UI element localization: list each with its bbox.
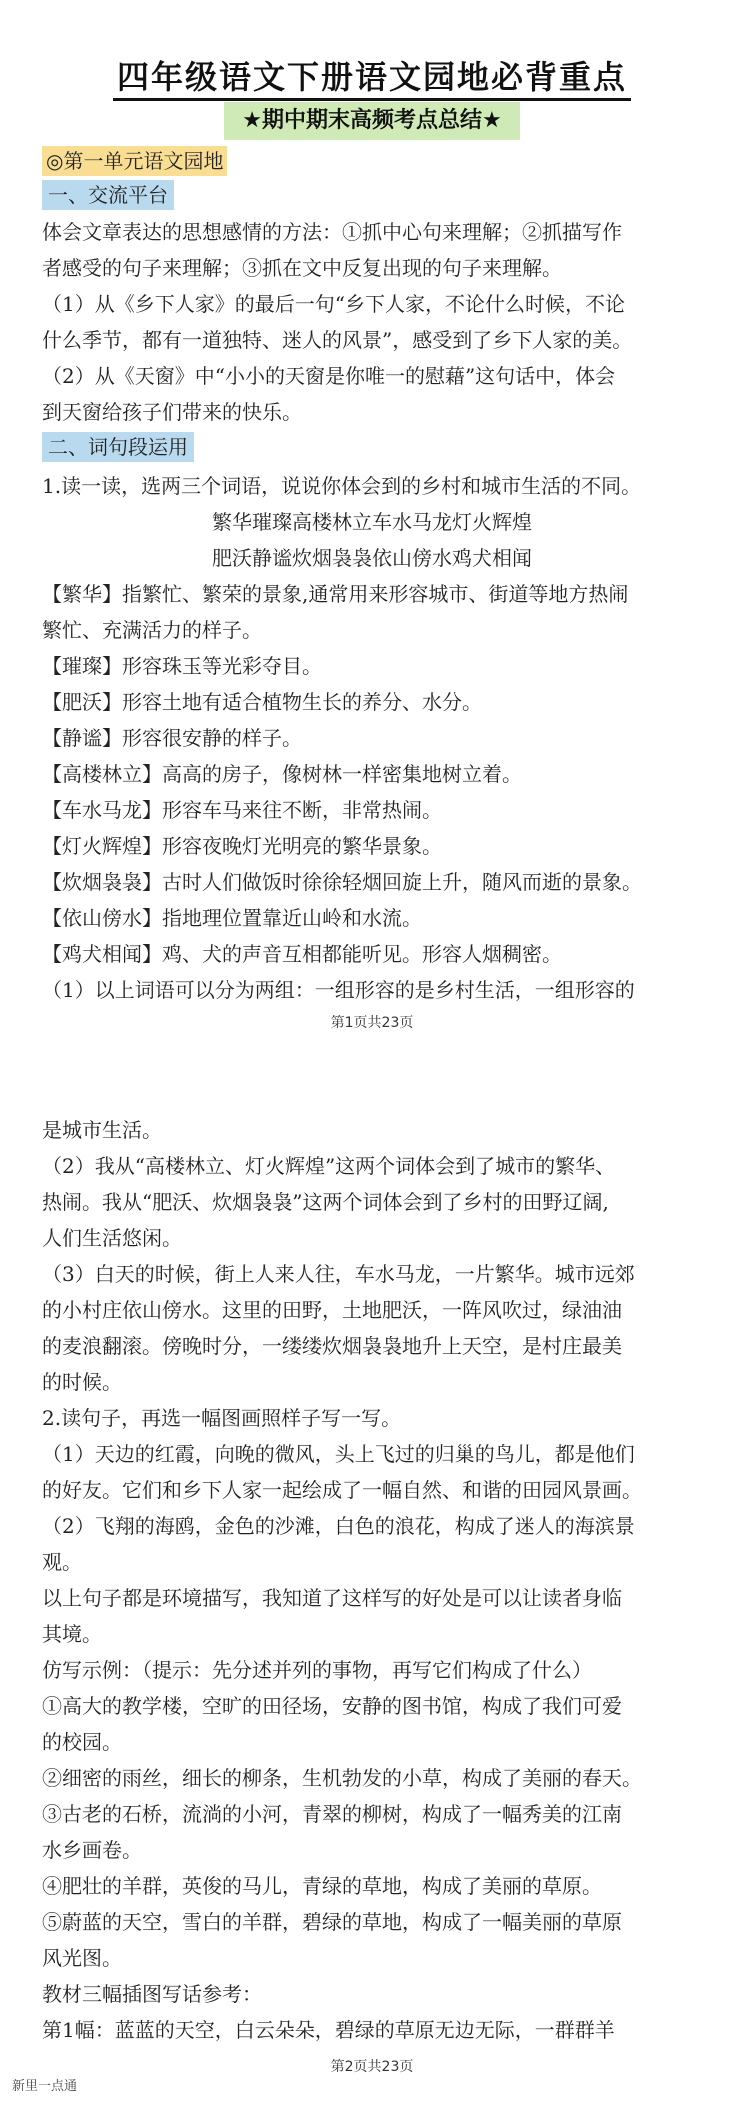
unit-heading-row — [42, 146, 702, 176]
text-line: 的好友。它们和乡下人家一起绘成了一幅自然、和谐的田园风景画。 — [42, 1478, 642, 1502]
definition-line: 【静谧】形容很安静的样子。 — [42, 726, 302, 750]
watermark: 新里一点通 — [12, 2079, 78, 2094]
definition-line: 【炊烟袅袅】古时人们做饭时徐徐轻烟回旋上升，随风而逝的景象。 — [42, 870, 642, 894]
text-line: 体会文章表达的思想感情的方法：①抓中心句来理解；②抓描写作 — [42, 220, 622, 244]
text-line: 什么季节，都有一道独特、迷人的风景”，感受到了乡下人家的美。 — [42, 328, 633, 352]
text-line: （2）我从“高楼林立、灯火辉煌”这两个词体会到了城市的繁华、 — [42, 1154, 616, 1178]
text-line: ①高大的教学楼，空旷的田径场，安静的图书馆，构成了我们可爱 — [42, 1694, 622, 1718]
text-line: 的麦浪翻滚。傍晚时分，一缕缕炊烟袅袅地升上天空，是村庄最美 — [42, 1334, 622, 1358]
text-line: 仿写示例：（提示：先分述并列的事物，再写它们构成了什么） — [42, 1658, 592, 1682]
text-line: 人们生活悠闲。 — [42, 1226, 182, 1250]
page-2 — [0, 1060, 744, 2104]
definition-line: 【高楼林立】高高的房子，像树林一样密集地树立着。 — [42, 762, 522, 786]
text-line: 到天窗给孩子们带来的快乐。 — [42, 400, 302, 424]
text-line: （1）从《乡下人家》的最后一句“乡下人家，不论什么时候，不论 — [42, 292, 625, 316]
definition-line: 【繁华】指繁忙、繁荣的景象,通常用来形容城市、街道等地方热闹 — [42, 582, 629, 606]
definition-line: 【依山傍水】指地理位置靠近山岭和水流。 — [42, 906, 422, 930]
question-line: 1.读一读，选两三个词语，说说你体会到的乡村和城市生活的不同。 — [42, 474, 642, 498]
unit-heading: ◎第一单元语文园地 — [42, 146, 227, 176]
text-line: 观。 — [42, 1550, 82, 1574]
section1-body — [42, 214, 702, 430]
definition-line: 【璀璨】形容珠玉等光彩夺目。 — [42, 654, 322, 678]
text-line: 的小村庄依山傍水。这里的田野，土地肥沃，一阵风吹过，绿油油 — [42, 1298, 622, 1322]
definition-line: 【鸡犬相闻】鸡、犬的声音互相都能听见。形容人烟稠密。 — [42, 942, 562, 966]
definition-line: 【车水马龙】形容车马来往不断，非常热闹。 — [42, 798, 442, 822]
text-line: 的时候。 — [42, 1370, 122, 1394]
text-line: （3）白天的时候，街上人来人往，车水马龙，一片繁华。城市远郊 — [42, 1262, 635, 1286]
text-line: 水乡画卷。 — [42, 1838, 142, 1862]
text-line: 2.读句子，再选一幅图画照样子写一写。 — [42, 1406, 402, 1430]
page2-body — [42, 1112, 702, 2048]
text-line: ⑤蔚蓝的天空，雪白的羊群，碧绿的草地，构成了一幅美丽的草原 — [42, 1910, 622, 1934]
text-line: 教材三幅插图写话参考： — [42, 1982, 262, 2006]
text-line: （2）飞翔的海鸥，金色的沙滩，白色的浪花，构成了迷人的海滨景 — [42, 1514, 635, 1538]
text-line: 第1幅：蓝蓝的天空，白云朵朵，碧绿的草原无边无际，一群群羊 — [42, 2018, 615, 2042]
definition-line: 【肥沃】形容土地有适合植物生长的养分、水分。 — [42, 690, 482, 714]
definition-line: 【灯火辉煌】形容夜晚灯光明亮的繁华景象。 — [42, 834, 442, 858]
text-line: ③古老的石桥，流淌的小河，青翠的柳树，构成了一幅秀美的江南 — [42, 1802, 622, 1826]
section1-heading-row — [42, 180, 702, 210]
definition-line: 繁忙、充满活力的样子。 — [42, 618, 262, 642]
text-line: 以上句子都是环境描写，我知道了这样写的好处是可以让读者身临 — [42, 1586, 622, 1610]
document-title: 四年级语文下册语文园地必背重点 — [0, 52, 744, 98]
text-line: 热闹。我从“肥沃、炊烟袅袅”这两个词体会到了乡村的田野辽阔, — [42, 1190, 609, 1214]
page-footer: 第1页共23页 — [330, 1015, 414, 1031]
text-line: （1）以上词语可以分为两组：一组形容的是乡村生活，一组形容的 — [42, 978, 635, 1002]
section2-body — [42, 468, 702, 1008]
text-line: ②细密的雨丝，细长的柳条，生机勃发的小草，构成了美丽的春天。 — [42, 1766, 642, 1790]
text-line: ④肥壮的羊群，英俊的马儿，青绿的草地，构成了美丽的草原。 — [42, 1874, 602, 1898]
word-list-line: 肥沃静谧炊烟袅袅依山傍水鸡犬相闻 — [212, 546, 532, 570]
subtitle-banner: ★期中期末高频考点总结★ — [224, 102, 520, 140]
text-line: （2）从《天窗》中“小小的天窗是你唯一的慰藉”这句话中，体会 — [42, 364, 616, 388]
text-line: 是城市生活。 — [42, 1118, 162, 1142]
section1-heading: 一、交流平台 — [42, 180, 174, 210]
section2-heading: 二、词句段运用 — [42, 432, 194, 462]
word-list-line: 繁华璀璨高楼林立车水马龙灯火辉煌 — [212, 510, 532, 534]
text-line: 的校园。 — [42, 1730, 122, 1754]
text-line: 风光图。 — [42, 1946, 122, 1970]
page-footer: 第2页共23页 — [330, 2059, 414, 2075]
section2-heading-row — [42, 432, 702, 462]
text-line: 其境。 — [42, 1622, 102, 1646]
text-line: 者感受的句子来理解；③抓在文中反复出现的句子来理解。 — [42, 256, 562, 280]
text-line: （1）天边的红霞，向晚的微风，头上飞过的归巢的鸟儿，都是他们 — [42, 1442, 635, 1466]
